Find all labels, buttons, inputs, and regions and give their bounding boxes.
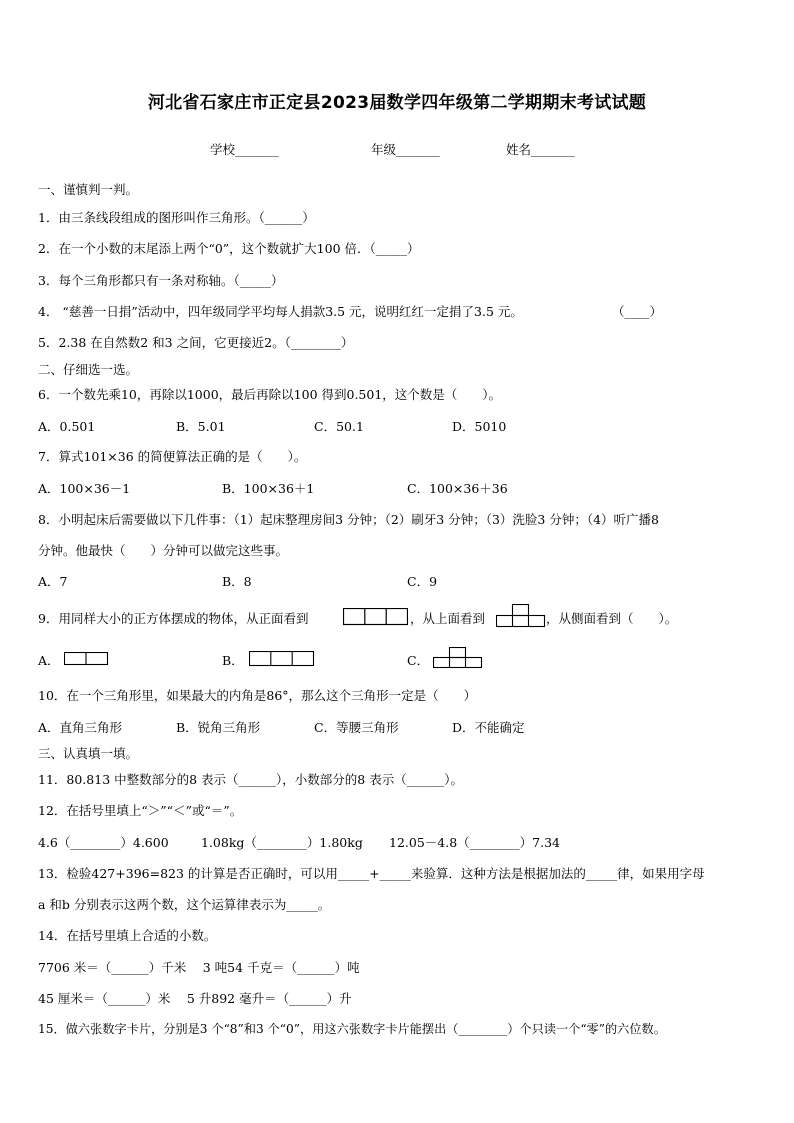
school-field: 学校_______ [210, 142, 279, 157]
q12-compare-1: 4.6（________）4.600 [38, 835, 169, 850]
q10-option-a: A．直角三角形 [38, 720, 123, 735]
q7-option-b: B．100×36＋1 [222, 481, 315, 496]
question-5: 5．2.38 在自然数2 和3 之间，它更接近2。（________） [38, 335, 354, 350]
q9-option-c-figure [433, 647, 483, 669]
question-9-part-1: 9．用同样大小的正方体摆成的物体，从正面看到 [38, 611, 309, 626]
question-10: 10．在一个三角形里，如果最大的内角是86°，那么这个三角形一定是（ ） [38, 688, 477, 703]
question-9-part-2: ，从上面看到 [410, 611, 486, 626]
grade-field: 年级_______ [371, 142, 440, 157]
question-8-line-1: 8．小明起床后需要做以下几件事：（1）起床整理房间3 分钟；（2）刷牙3 分钟；（3）洗脸3 分钟；（4）听广播8 [38, 512, 659, 527]
q8-option-b: B．8 [222, 574, 252, 589]
question-3: 3．每个三角形都只有一条对称轴。（_____） [38, 273, 284, 288]
q10-option-b: B．锐角三角形 [176, 720, 261, 735]
question-4: 4． “慈善一日捐”活动中，四年级同学平均每人捐款3.5 元，说明红红一定捐了3.5 元。 [38, 304, 523, 319]
question-12: 12．在括号里填上“＞”“＜”或“＝”。 [38, 803, 243, 818]
q6-option-a: A．0.501 [38, 419, 96, 434]
q9-option-a-figure [64, 652, 109, 666]
q10-option-d: D．不能确定 [452, 720, 525, 735]
question-15: 15．做六张数字卡片，分别是3 个“8”和3 个“0”，用这六张数字卡片能摆出（________）个只读一个“零”的六位数。 [38, 1022, 666, 1036]
q8-option-c: C．9 [407, 574, 438, 589]
q14-line-2: 45 厘米＝（______）米 5 升892 毫升＝（______）升 [38, 991, 352, 1006]
q14-line-1: 7706 米＝（______）千米 3 吨54 千克＝（______）吨 [38, 960, 360, 975]
q6-option-d: D．5010 [452, 419, 507, 434]
section-heading-judge: 一、谨慎判一判。 [38, 182, 139, 197]
section-heading-fill: 三、认真填一填。 [38, 746, 139, 761]
q8-option-a: A．7 [38, 574, 68, 589]
question-14: 14．在括号里填上合适的小数。 [38, 928, 217, 943]
q9-top-view-figure [496, 604, 546, 628]
question-6: 6．一个数先乘10，再除以1000，最后再除以100 得到0.501，这个数是（ ）。 [38, 387, 502, 402]
q9-option-b: B． [222, 653, 244, 668]
q6-option-c: C．50.1 [314, 419, 364, 434]
question-4-blank: （____） [612, 304, 663, 319]
question-8-line-2: 分钟。他最快（ ）分钟可以做完这些事。 [38, 543, 289, 558]
q12-compare-3: 12.05－4.8（________）7.34 [389, 835, 560, 850]
section-heading-choose: 二、仔细选一选。 [38, 362, 139, 377]
question-11: 11．80.813 中整数部分的8 表示（______），小数部分的8 表示（______）。 [38, 772, 463, 787]
q12-compare-2: 1.08kg（________）1.80kg [201, 835, 363, 850]
question-13-line-1: 13．检验427+396=823 的计算是否正确时，可以用_____+_____来验算．这种方法是根据加法的_____律，如果用字母 [38, 866, 705, 881]
q7-option-a: A．100×36－1 [38, 481, 131, 496]
name-field: 姓名_______ [506, 142, 575, 157]
question-7: 7．算式101×36 的简便算法正确的是（ ）。 [38, 449, 307, 464]
question-2: 2．在一个小数的末尾添上两个“0”，这个数就扩大100 倍．（_____） [38, 241, 420, 256]
q9-option-b-figure [249, 651, 315, 667]
q10-option-c: C．等腰三角形 [314, 720, 399, 735]
q9-front-view-figure [343, 608, 408, 626]
question-1: 1．由三条线段组成的图形叫作三角形。（______） [38, 210, 315, 225]
q9-option-a: A． [38, 653, 60, 668]
q7-option-c: C．100×36＋36 [407, 481, 508, 496]
q6-option-b: B．5.01 [176, 419, 226, 434]
question-13-line-2: a 和b 分别表示这两个数，这个运算律表示为_____。 [38, 897, 331, 912]
page-title: 河北省石家庄市正定县2023届数学四年级第二学期期末考试试题 [147, 93, 647, 113]
q9-option-c: C． [407, 653, 430, 668]
question-9-part-3: ，从侧面看到（ ）。 [546, 611, 678, 626]
